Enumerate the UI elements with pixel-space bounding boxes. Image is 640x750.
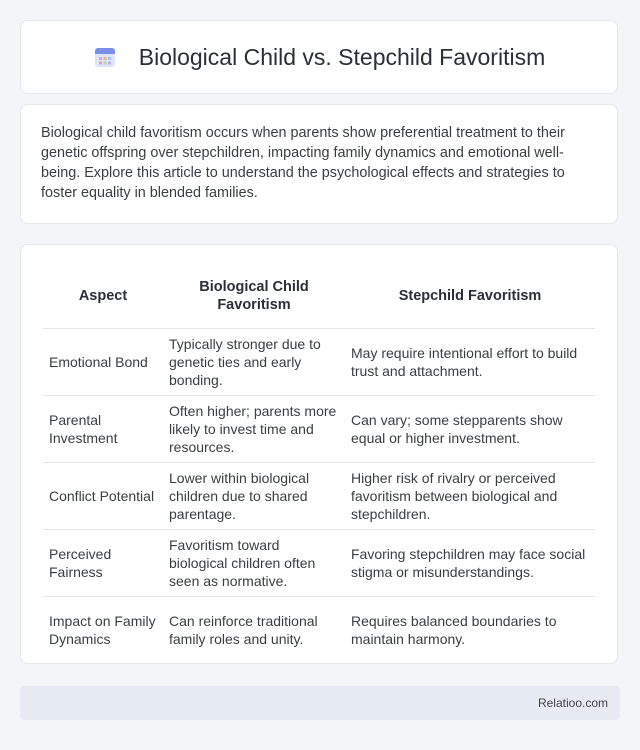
comparison-card	[20, 244, 618, 664]
table-row	[43, 395, 595, 462]
biological-cell: Often higher; parents more likely to invest time and resources.	[163, 395, 345, 462]
footer	[20, 686, 620, 720]
table-row	[43, 328, 595, 395]
aspect-cell: Parental Investment	[43, 395, 163, 462]
table-row	[43, 596, 595, 663]
footer-brand[interactable]: Relatioo.com	[537, 696, 608, 710]
table-row	[43, 529, 595, 596]
aspect-cell: Emotional Bond	[43, 328, 163, 395]
table-row	[43, 462, 595, 529]
page-title-text: Biological Child vs. Stepchild Favoritism	[138, 43, 546, 70]
stepchild-cell: Higher risk of rivalry or perceived favoritism between biological and stepchildren.	[345, 462, 595, 529]
aspect-cell: Conflict Potential	[43, 462, 163, 529]
biological-cell: Lower within biological children due to shared parentage.	[163, 462, 345, 529]
aspect-cell: Perceived Fairness	[43, 529, 163, 596]
intro-text: Biological child favoritism occurs when parents show preferential treatment to their genetic offspring over stepchildren, impacting family dynamics and emotional well-being. Explore this article to understand the psychological effects and strategies to foster equality in blended families.	[41, 125, 565, 201]
biological-cell: Typically stronger due to genetic ties and early bonding.	[163, 328, 345, 395]
column-header-biological: Biological Child Favoritism	[163, 265, 345, 328]
stepchild-cell: May require intentional effort to build trust and attachment.	[345, 328, 595, 395]
stepchild-cell: Can vary; some stepparents show equal or higher investment.	[345, 395, 595, 462]
table-header-row	[43, 265, 595, 328]
comparison-table	[43, 265, 595, 664]
aspect-cell: Impact on Family Dynamics	[43, 596, 163, 663]
column-header-aspect: Aspect	[43, 265, 163, 328]
page-title	[93, 44, 546, 71]
title-card	[20, 20, 618, 94]
stepchild-cell: Favoring stepchildren may face social stigma or misunderstandings.	[345, 529, 595, 596]
biological-cell: Can reinforce traditional family roles and unity.	[163, 596, 345, 663]
column-header-stepchild: Stepchild Favoritism	[345, 265, 595, 328]
stepchild-cell: Requires balanced boundaries to maintain harmony.	[345, 596, 595, 663]
calendar-icon	[93, 45, 117, 69]
biological-cell: Favoritism toward biological children often seen as normative.	[163, 529, 345, 596]
intro-card	[20, 104, 618, 224]
